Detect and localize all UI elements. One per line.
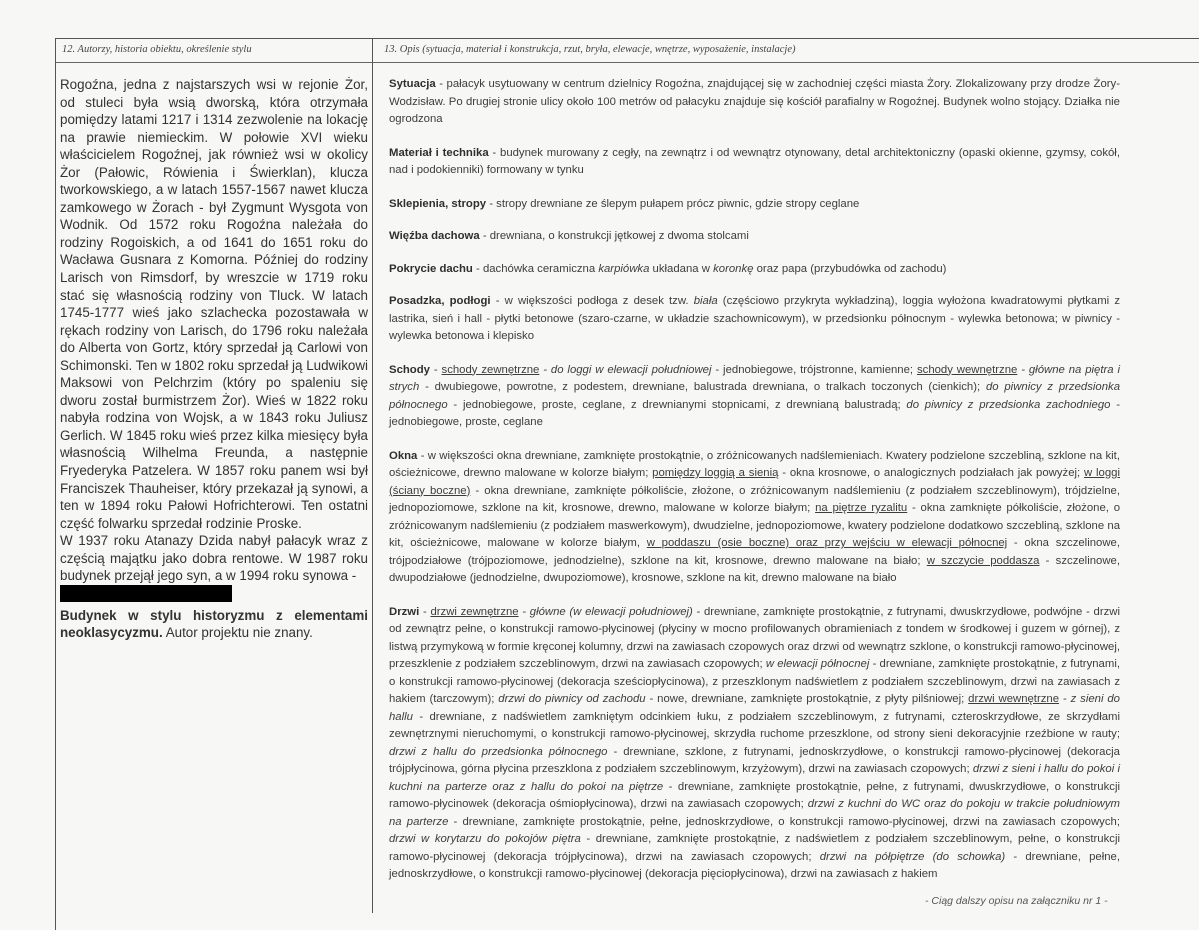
- header-description: 13. Opis (sytuacja, materiał i konstrukcja, rzut, bryła, elewacje, wnętrze, wyposażenie, instalacje): [384, 44, 796, 55]
- section-posadzka: [389, 293, 1120, 346]
- section-text: (częściowo przykryta wykładziną), loggia wyłożona kwadratowymi płytkami z lastrika, sień i hall - płytki betonowe (szaro-czarne, w układzie szachownicowym), w przedsionku północnym - wylewka betonowa; w piwnicy - wylewka betonowa i klepisko: [389, 295, 1120, 342]
- section-italic: drzwi w korytarzu do pokojów piętra: [389, 833, 581, 845]
- section-wiezba: [389, 228, 1120, 246]
- section-heading: Drzwi: [389, 605, 420, 618]
- section-italic: drzwi z kuchni do WC oraz do pokoju w trakcie południowym na parterze: [389, 798, 1120, 828]
- section-heading: Okna: [389, 449, 418, 462]
- column-divider: [372, 38, 373, 913]
- section-underline: drzwi wewnętrzne: [968, 693, 1060, 705]
- section-text: - pałacyk usytuowany w centrum dzielnicy Rogoźna, znajdującej się w zachodniej części miasta Żory. Zlokalizowany przy drodze Żory-Wodzisław. Po drugiej stronie ulicy około 100 metrów od pałacyku znajduje się kościół parafialny w Rogoźnej. Budynek wolno stojący. Działka nie ogrodzona: [389, 78, 1120, 125]
- section-italic: biała: [693, 295, 718, 307]
- section-heading: Więźba dachowa: [389, 230, 480, 242]
- section-italic: drzwi z sieni i hallu do pokoi i kuchni na parterze oraz z hallu do pokoi na piętrze: [389, 763, 1120, 793]
- section-italic: do piwnicy z przedsionka zachodniego: [906, 398, 1111, 411]
- section-text: - drewniane, z nadświetlem zamkniętym odcinkiem łuku, z podziałem szczeblinowym, z futrynami, czteroskrzydłowe, ze skrzydłami zewnętrznymi nieruchomymi, o konstrukcji ramowo-płycinowej, skrzydła ruchome przeszklone, od strony sieni dekoracyjnie rzeźbione w rauty;: [389, 710, 1120, 740]
- style-author: Autor projektu nie znany.: [165, 625, 313, 641]
- section-text: - stropy drewniane ze ślepym pułapem prócz piwnic, gdzie stropy ceglane: [486, 197, 860, 210]
- section-italic: do piwnicy z przedsionka północnego: [389, 381, 1120, 411]
- section-underline: drzwi zewnętrzne: [430, 605, 519, 618]
- section-italic: - z sieni do hallu: [389, 693, 1120, 723]
- section-text: - dwubiegowe, powrotne, z podestem, drewniane, balustrada drewniana, o tralkach toczonych (cienkich);: [419, 381, 986, 393]
- header-authors-history: 12. Autorzy, historia obiektu, określenie stylu: [62, 44, 252, 55]
- section-italic: koronkę: [713, 262, 754, 275]
- section-underline: w poddaszu (osie boczne) oraz przy wejściu w elewacji północnej: [646, 537, 1008, 549]
- section-heading: Pokrycie dachu: [389, 262, 473, 275]
- top-border: [55, 38, 1199, 39]
- redaction-bar: [60, 585, 232, 602]
- section-text: - jednobiegowe, proste, ceglane, z drewnianymi stopnicami, z drewnianą balustradą;: [447, 398, 907, 411]
- section-text: - budynek murowany z cegły, na zewnątrz i od wewnątrz otynowany, detal architektoniczny (opaski okienne, gzymsy, cokół, nad i podokienniki) formowany w tynku: [389, 146, 1120, 176]
- section-text: - drewniane, pełne, jednoskrzydłowe, o konstrukcji ramowo-płycinowej (dekoracja pięciopłycinowa), drzwi na zawiasach z hakiem: [389, 850, 1120, 880]
- section-text: - drewniane, zamknięte prostokątnie, z futrynami, o konstrukcji ramowo-płycinowej (dekoracja sześciopłycinowa), z przeszklonym nadświetlem z podziałem szczeblinowym, drzwi na zawiasach z hakiem (tarczowym);: [389, 658, 1120, 705]
- section-heading: Materiał i technika: [389, 146, 489, 159]
- description-column: [389, 76, 1120, 899]
- section-heading: Posadzka, podłogi: [389, 295, 491, 307]
- section-heading: Sytuacja: [389, 78, 436, 90]
- section-pokrycie: [389, 261, 1120, 279]
- header-border: [55, 62, 1199, 63]
- section-underline: schody wewnętrzne: [916, 363, 1018, 376]
- section-drzwi: Drzwi - drzwi zewnętrzne - główne (w elewacji południowej) - drewniane, zamknięte prostokątnie, z futrynami, dwuskrzydłowe, podwójne - drzwi od zewnątrz pełne, o konstrukcji ramowo-płycinowej (płyciny w mocno profilowanych obramieniach z tondem w środkowej i guzem w górnej), z listwą przymykową w formie kręconej kolumny, drzwi na zawiasach czopowych oraz drzwi od wewnątrz szklone, o konstrukcji ramowo-płycinowej, przeszklenie z podziałem szczeblinowym, drzwi na zawiasach czopowych; w elewacji północnej - drewniane, zamknięte prostokątnie, z futrynami, o konstrukcji ramowo-płycinowej (dekoracja sześciopłycinowa), z przeszklonym nadświetlem z podziałem szczeblinowym, drzwi na zawiasach z hakiem (tarczowym); drzwi do piwnicy od zachodu - nowe, drewniane, zamknięte prostokątnie, z płyty pilśniowej; drzwi wewnętrzne - z sieni do hallu - drewniane, z nadświetlem zamkniętym odcinkiem łuku, z podziałem szczeblinowym, z futrynami, czteroskrzydłowe, ze skrzydłami zewnętrznymi nieruchomymi, o konstrukcji ramowo-płycinowej, skrzydła ruchome przeszklone, od strony sieni dekoracyjnie rzeźbione w rauty; drzwi z hallu do przedsionka północnego - drewniane, szklone, z futrynami, jednoskrzydłowe, o konstrukcji ramowo-płycinowej (dekoracja trójpłycinowa, górna płycina przeszklona z podziałem szczeblinowym, krzyżowym), drzwi na zawiasach czopowych; drzwi z sieni i hallu do pokoi i kuchni na parterze oraz z hallu do pokoi na piętrze - drewniane, zamknięte prostokątnie, pełne, z futrynami, dwuskrzydłowe, o konstrukcji ramowo-płycinowek (dekoracja ośmiopłycinowa), drzwi na zawiasach czopowych; drzwi z kuchni do WC oraz do pokoju w trakcie południowym na parterze - drewniane, zamknięte prostokątnie, pełne, jednoskrzydłowe, o konstrukcji ramowo-płycinowej, drzwi na zawiasach czopowych; drzwi w korytarzu do pokojów piętra - drewniane, zamknięte prostokątnie, z nadświetlem z podziałem szczeblinowym, pełne, o konstrukcji ramowo-płycinowej (dekoracja trójpłycinowa), drzwi na zawiasach czopowych; drzwi na półpiętrze (do schowka) - drewniane, pełne, jednoskrzydłowe, o konstrukcji ramowo-płycinowej (dekoracja pięciopłycinowa), drzwi na zawiasach z hakiem: [389, 605, 1121, 880]
- section-italic: - główne (w elewacji południowej): [518, 605, 693, 618]
- section-italic: - do loggi w elewacji południowej: [539, 363, 712, 376]
- section-text: - jednobiegowe, trójstronne, kamienne;: [711, 363, 917, 376]
- left-border: [55, 38, 56, 930]
- history-text: Rogoźna, jedna z najstarszych wsi w rejonie Żor, od stuleci była wsią dworską, która otrzymała pomiędzy latami 1217 i 1314 zezwolenie na lokację na prawie niemieckim. W połowie XVI wieku właścicielem Rogoźnej, jak również wsi w okolicy Żor (Pałowic, Rówienia i Świerklan), klucza tworkowskiego, a w latach 1557-1567 nawet klucza zamkowego w Żorach - był Zygmunt Wysgota von Wodnik. Od 1572 roku Rogoźna należała do rodziny Rogoiskich, a od 1641 do 1651 roku do Wacława Gusnara z Komorna. Później do rodziny Larisch von Rimsdorf, by wreszcie w 1719 roku stać się własnością rodziny von Tluck. W latach 1745-1777 wieś jako szlachecka pozostawała w rękach rodziny von Larisch, do 1796 roku należała do Alberta von Gortz, który sprzedał ją Carlowi von Schimonski. Ten w 1802 roku sprzedał ją Ludwikowi Maksowi von Pelchrzim (który po spaleniu się dworu został burmistrzem Żor). Wieś w 1822 roku nabyła rodzina von Wojsk, a w 1843 roku Juliusz Gerlich. W 1845 roku wieś przez kilka miesięcy była własnością Wilhelma Freunda, a następnie Fryederyka Patzelera. W 1857 roku panem wsi był Franciszek Thauheiser, który przekazał ją synowi, a ten w 1894 roku Pałowi Hofrichterowi. Ten ostatni część folwarku sprzedał rodzinie Proske.: [60, 77, 368, 531]
- section-text: - drewniane, zamknięte prostokątnie, pełne, z futrynami, dwuskrzydłowe, o konstrukcji ramowo-płycinowek (dekoracja ośmiopłycinowa), drzwi na zawiasach czopowych;: [389, 780, 1121, 810]
- section-text: - okna szczelinowe, trójpodziałowe (trójpoziomowe, jednodzielne), szklone na kit, krosnowe, drewno malowane na biało;: [389, 537, 1120, 567]
- section-sklepienia: [389, 196, 1120, 214]
- section-underline: schody zewnętrzne: [441, 363, 540, 376]
- section-text: - drewniana, o konstrukcji jętkowej z dwoma stolcami: [479, 230, 749, 242]
- section-italic: karpiówka: [598, 262, 650, 275]
- history-text-2: W 1937 roku Atanazy Dzida nabył pałacyk wraz z częścią majątku jako dobra rentowe. W 1987 roku budynek przejął jego syn, a w 1994 roku synowa -: [60, 533, 368, 584]
- section-italic: drzwi na półpiętrze (do schowka): [819, 850, 1006, 863]
- section-italic: w elewacji północnej: [765, 658, 870, 670]
- section-italic: - główne na piętra i strych: [389, 363, 1120, 393]
- history-column: [60, 76, 368, 642]
- section-text: - w większości okna drewniane, zamknięte prostokątnie, o zróżnicowanych nadślemieniach. Kwatery podzielone szczebliną, szklone na kit, ościeżnicowe, drewno malowane w kolorze białym;: [389, 449, 1120, 479]
- section-text: - szczelinowe, dwupodziałowe (jednodzielne, dwupoziomowe), krosnowe, szklone na kit, drewno malowane na biało: [389, 554, 1120, 584]
- continuation-note: - Ciąg dalszy opisu na załączniku nr 1 -: [925, 895, 1108, 907]
- section-sytuacja: [389, 76, 1120, 129]
- section-text: - drewniane, szklone, z futrynami, jednoskrzydłowe, o konstrukcji ramowo-płycinowej (dekoracja trójpłycinowa, górna płycina przeszklona z podziałem szczeblinowym, krzyżowym), drzwi na zawiasach czopowych;: [389, 745, 1120, 775]
- section-text: - drewniane, zamknięte prostokątnie, z futrynami, dwuskrzydłowe, podwójne - drzwi od zewnątrz pełne, o konstrukcji ramowo-płycinowej (płyciny w mocno profilowanych obramieniach z tondem w środkowej i guzem w górnej), z listwą przymykową w formie kręconej kolumny, drzwi na zawiasach czopowych oraz drzwi od wewnątrz szklone, o konstrukcji ramowo-płycinowej, przeszklenie z podziałem szczeblinowym, drzwi na zawiasach czopowych;: [389, 605, 1120, 670]
- section-italic: drzwi z hallu do przedsionka północnego: [389, 745, 608, 758]
- section-text: - jednobiegowe, proste, ceglane: [389, 398, 1120, 428]
- section-underline: pomiędzy loggią a sienią: [652, 467, 779, 479]
- section-text: - nowe, drewniane, zamknięte prostokątnie, z płyty pilśniowej;: [645, 693, 969, 705]
- section-schody: Schody - schody zewnętrzne - do loggi w elewacji południowej - jednobiegowe, trójstronne, kamienne; schody wewnętrzne - główne na piętra i strych - dwubiegowe, powrotne, z podestem, drewniane, balustrada drewniana, o tralkach toczonych (cienkich); do piwnicy z przedsionka północnego - jednobiegowe, proste, ceglane, z drewnianymi stopnicami, z drewnianą balustradą; do piwnicy z przedsionka zachodniego - jednobiegowe, proste, ceglane: [389, 363, 1120, 428]
- section-text: - okna zamknięte półkoliście, złożone, o zróżnicowanym nadślemieniu (z podziałem maswerkowym), dwudzielne, jednopoziomowe, kwatery podzielone dodatkowo szczebliną, szklone na kit, ościeżnicowe, malowane w kolorze białym,: [389, 502, 1121, 549]
- section-heading: Schody: [389, 363, 430, 376]
- style-title: Budynek w stylu historyzmu z elementami neoklasycyzmu.: [60, 607, 368, 641]
- section-heading: Sklepienia, stropy: [389, 197, 487, 210]
- section-underline: w loggi (ściany boczne): [389, 467, 1120, 497]
- section-material: [389, 145, 1120, 180]
- section-text: układana w: [649, 262, 714, 275]
- section-okna: [389, 448, 1120, 588]
- section-text: oraz papa (przybudówka od zachodu): [753, 262, 947, 275]
- section-text: - dachówka ceramiczna: [472, 262, 599, 275]
- section-text: - okna krosnowe, o analogicznych podziałach jak powyżej;: [778, 467, 1084, 479]
- section-text: - drewniane, zamknięte prostokątnie, pełne, jednoskrzydłowe, o konstrukcji ramowo-płycinowej, drzwi na zawiasach czopowych;: [448, 815, 1120, 828]
- section-italic: drzwi do piwnicy od zachodu: [498, 693, 646, 705]
- section-underline: na piętrze ryzalitu: [815, 502, 908, 514]
- section-underline: w szczycie poddasza: [926, 554, 1040, 567]
- style-paragraph: [60, 607, 368, 642]
- section-text: - okna drewniane, zamknięte półkoliście, złożone, o zróżnicowanym nadślemieniu (z podziałem szczeblinowym), trójdzielne, jednopoziomowe, szklone na kit, krosnowe, drewno, malowane w kolorze białym;: [389, 484, 1120, 514]
- section-text: - drewniane, zamknięte prostokątnie, z nadświetlem z podziałem szczeblinowym, pełne, o konstrukcji ramowo-płycinowej (dekoracja trójpłycinowa), drzwi na zawiasach czopowych;: [389, 833, 1120, 863]
- section-text: - w większości podłoga z desek tzw.: [490, 295, 694, 307]
